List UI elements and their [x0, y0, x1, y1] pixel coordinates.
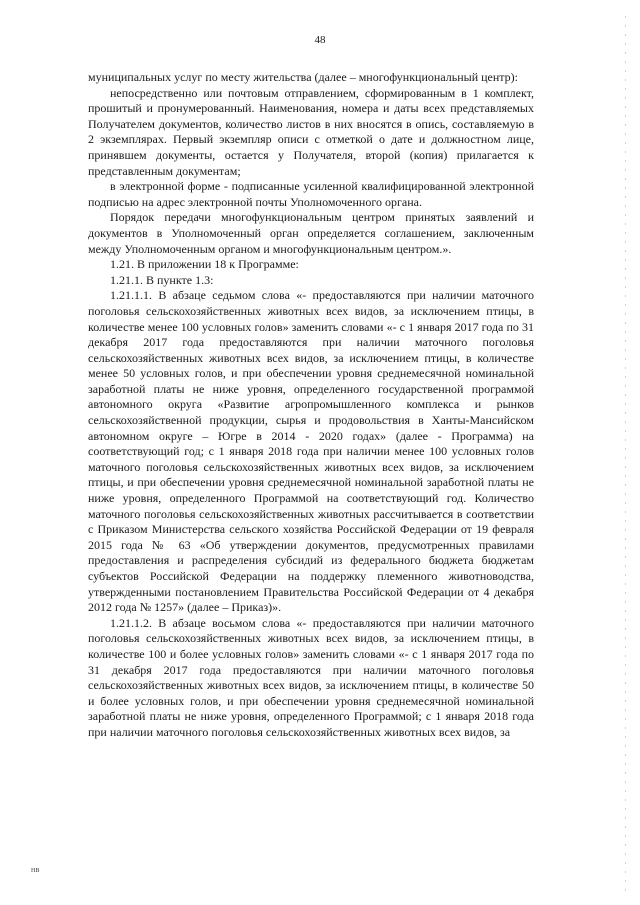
paragraph-1: муниципальных услуг по месту жительства (далее – многофункциональный центр):: [88, 70, 519, 84]
paragraph-4: Порядок передачи многофункциональным центром принятых заявлений и документов в Уполномоченный орган определяется соглашением, заключенным между Уполномоченным органом и многофункциональным центром.».: [88, 210, 534, 256]
paragraph-5: 1.21. В приложении 18 к Программе:: [110, 257, 299, 272]
paragraph-3: в электронной форме - подписанные усиленной квалифицированной электронной подписью на адрес электронной почты Уполномоченного органа.: [88, 179, 534, 209]
paragraph-2: непосредственно или почтовым отправлением, сформированным в 1 комплект, прошитый и пронумерованный. Наименования, номера и даты всех представляемых Получателем документов, количество листов в них вносятся в опись, составляемую в 2 экземплярах. Первый экземпляр описи с отметкой о дате и должностном лице, принявшем документы, остается у Получателя, второй (копия) прилагается к представленным документам;: [88, 85, 534, 178]
scan-edge-artifact: [625, 16, 626, 896]
page-number: 48: [314, 34, 326, 46]
paragraph-7: 1.21.1.1. В абзаце седьмом слова «- предоставляются при наличии маточного поголовья сельскохозяйственных животных всех видов, за исключением птицы, в количестве менее 100 условных голов» заменить словами «- с 1 января 2017 года по 31 декабря 2017 года предоставляются при наличии маточного поголовья сельскохозяйственных животных всех видов, за исключением птицы, в количестве менее 50 условных голов, и при обеспечении уровня среднемесячной номинальной заработной платы не ниже уровня, определенного государственной программой автономного округа «Развитие агропромышленного комплекса и рынков сельскохозяйственной продукции, сырья и продовольствия в Ханты-Мансийском автономном округе – Югре в 2014 - 2020 годах» (далее - Программа) на соответствующий год; с 1 января 2018 года при наличии менее 100 условных голов маточного поголовья сельскохозяйственных животных всех видов, за исключением птицы, и при обеспечении уровня среднемесячной номинальной заработной платы не ниже уровня, определенного Программой на соответствующий год. Количество маточного поголовья сельскохозяйственных животных рассчитывается в соответствии с Приказом Министерства сельского хозяйства Российской Федерации от 19 февраля 2015 года № 63 «Об утверждении документов, предусмотренных правилами предоставления и распределения субсидий из федерального бюджета бюджетам субъектов Российской Федерации на поддержку племенного животноводства, утвержденными постановлением Правительства Российской Федерации от 4 декабря 2012 года № 1257» (далее – Приказ)».: [88, 288, 534, 615]
document-body: [88, 70, 534, 741]
paragraph-8: 1.21.1.2. В абзаце восьмом слова «- предоставляются при наличии маточного поголовья сельскохозяйственных животных всех видов, за исключением птицы, в количестве 100 и более условных голов» заменить словами «- с 1 января 2017 года по 31 декабря 2017 года предоставляются при наличии маточного поголовья сельскохозяйственных животных всех видов, за исключением птицы, в количестве 50 и более условных голов, и при обеспечении уровня среднемесячной номинальной заработной платы не ниже уровня, определенного Программой; с 1 января 2018 года при наличии маточного поголовья сельскохозяйственных животных всех видов, за: [88, 615, 534, 739]
paragraph-6: 1.21.1. В пункте 1.3:: [110, 272, 214, 287]
footer-mark: НВ: [31, 868, 40, 874]
